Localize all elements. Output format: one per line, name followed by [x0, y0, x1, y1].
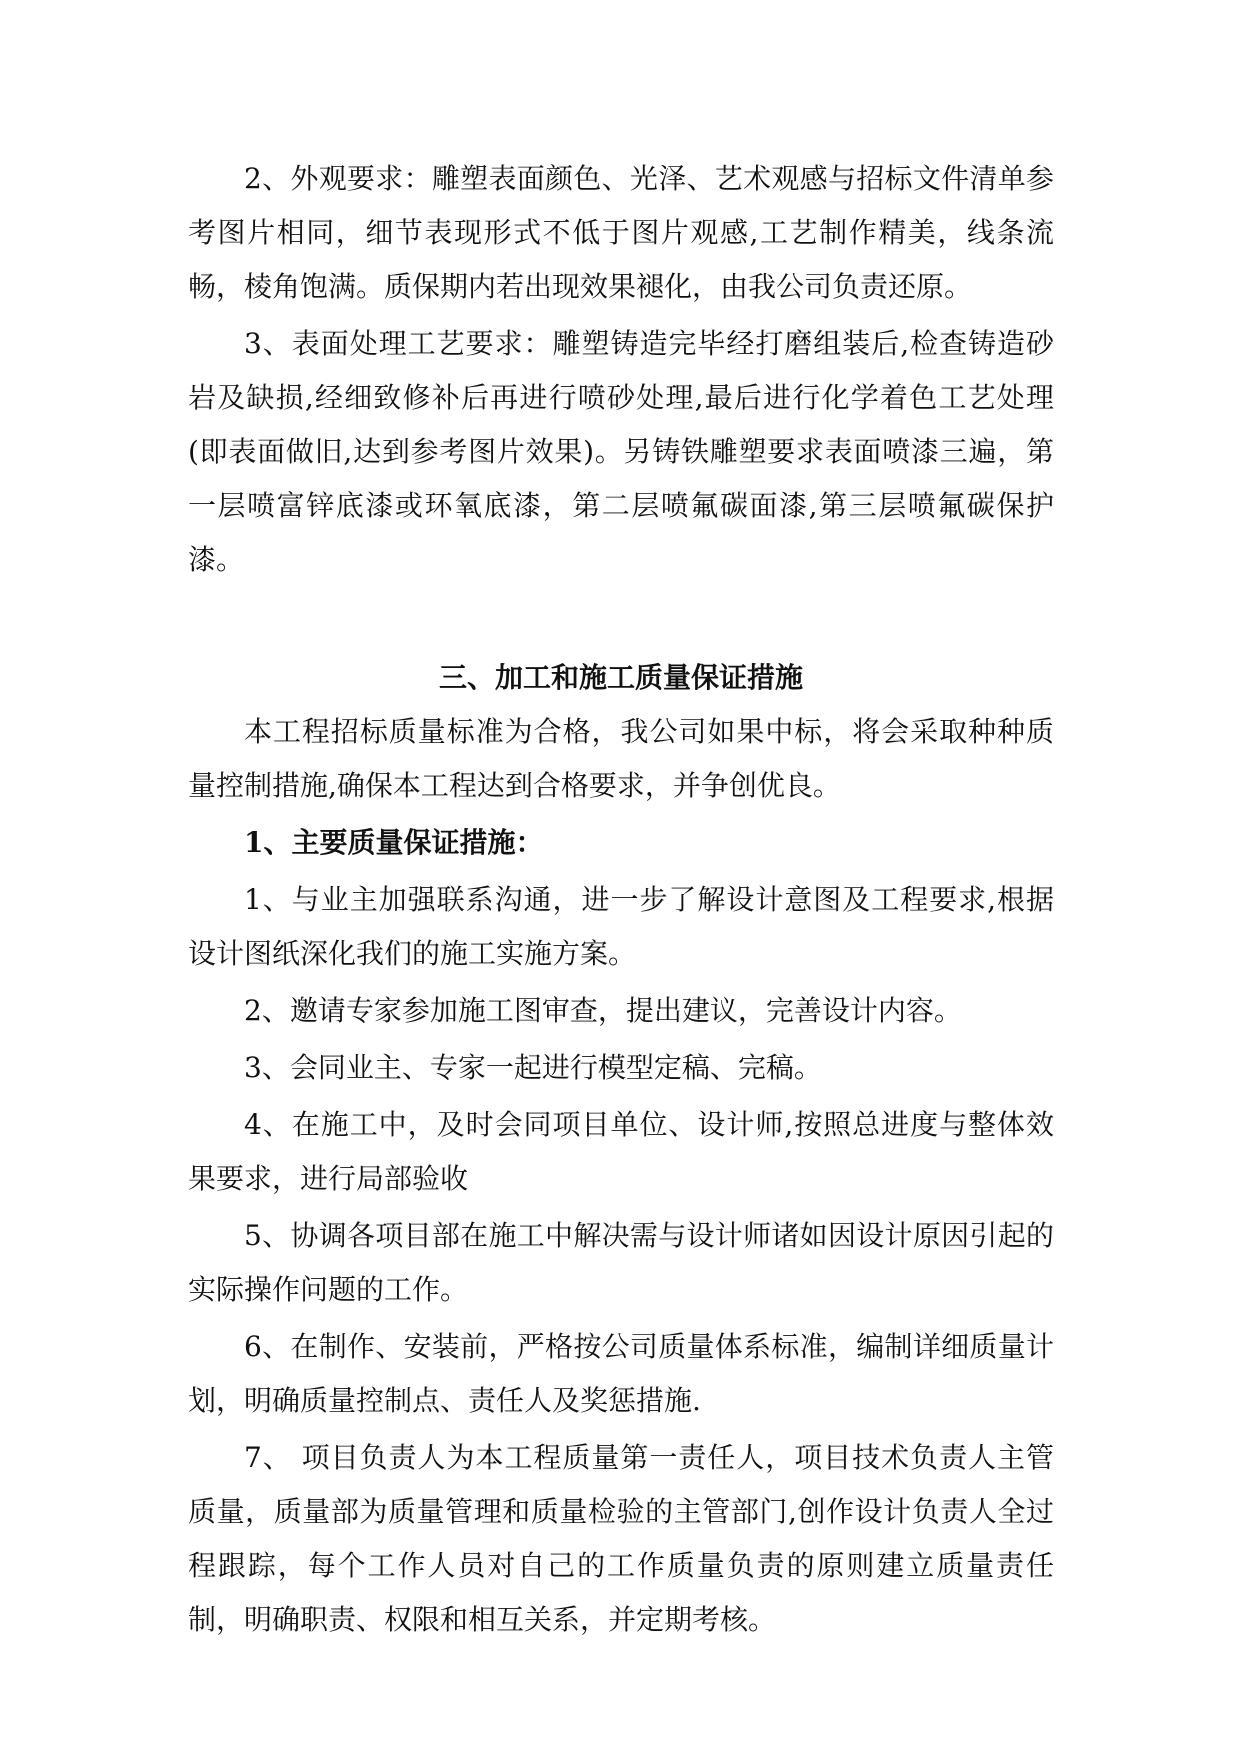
paragraph-intro: 本工程招标质量标准为合格，我公司如果中标，将会采取种种质量控制措施,确保本工程达到合格要求，并争创优良。 — [188, 715, 1054, 802]
measure-item-5: 5、协调各项目部在施工中解决需与设计师诸如因设计原因引起的实际操作问题的工作。 — [188, 1219, 1054, 1306]
paragraph-appearance-requirements: 2、外观要求：雕塑表面颜色、光泽、艺术观感与招标文件清单参考图片相同，细节表现形式不低于图片观感,工艺制作精美，线条流畅，棱角饱满。质保期内若出现效果褪化，由我公司负责还原。 — [188, 162, 1054, 303]
measure-item-4: 4、在施工中，及时会同项目单位、设计师,按照总进度与整体效果要求，进行局部验收 — [188, 1108, 1054, 1195]
measure-item-1: 1、与业主加强联系沟通，进一步了解设计意图及工程要求,根据设计图纸深化我们的施工实施方案。 — [188, 883, 1054, 970]
measure-item-7: 7、 项目负责人为本工程质量第一责任人，项目技术负责人主管质量，质量部为质量管理和质量检验的主管部门,创作设计负责人全过程跟踪，每个工作人员对自己的工作质量负责的原则建立质量责任制，明确职责、权限和相互关系，并定期考核。 — [188, 1441, 1054, 1636]
section-title: 三、加工和施工质量保证措施 — [438, 661, 803, 694]
paragraph-surface-treatment: 3、表面处理工艺要求：雕塑铸造完毕经打磨组装后,检查铸造砂岩及缺损,经细致修补后再进行喷砂处理,最后进行化学着色工艺处理(即表面做旧,达到参考图片效果)。另铸铁雕塑要求表面喷漆三遍，第一层喷富锌底漆或环氧底漆，第二层喷氟碳面漆,第三层喷氟碳保护漆。 — [188, 327, 1054, 576]
measure-item-2: 2、邀请专家参加施工图审查，提出建议，完善设计内容。 — [244, 994, 962, 1027]
subsection-title: 1、主要质量保证措施： — [244, 826, 544, 859]
measure-item-6: 6、在制作、安装前，严格按公司质量体系标准，编制详细质量计划，明确质量控制点、责任人及奖惩措施. — [188, 1330, 1054, 1417]
measure-item-3: 3、会同业主、专家一起进行模型定稿、完稿。 — [244, 1051, 822, 1084]
document-page — [188, 152, 1054, 1647]
